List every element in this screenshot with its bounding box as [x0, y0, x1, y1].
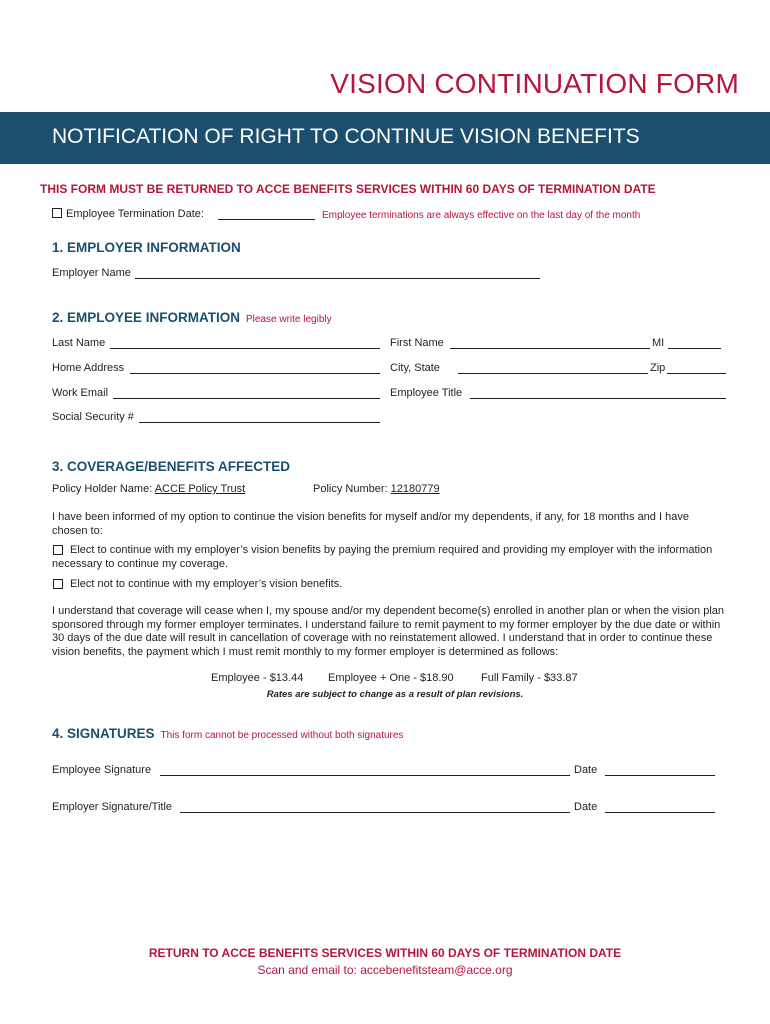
employee-date-field[interactable] — [605, 775, 715, 776]
termination-date-field[interactable] — [218, 219, 315, 220]
home-address-field[interactable] — [130, 373, 380, 374]
employer-heading: 1. EMPLOYER INFORMATION — [52, 240, 241, 255]
coverage-heading: 3. COVERAGE/BENEFITS AFFECTED — [52, 459, 291, 474]
home-address-label: Home Address — [52, 362, 125, 374]
legibly-note: Please write legibly — [246, 314, 332, 325]
employer-date-field[interactable] — [605, 812, 715, 813]
signatures-note: This form cannot be processed without both signatures — [160, 730, 404, 741]
decline-coverage-text: Elect not to continue with my employer’s vision benefits. — [70, 578, 343, 590]
first-name-field[interactable] — [450, 348, 650, 349]
ssn-field[interactable] — [139, 422, 380, 423]
zip-field[interactable] — [667, 373, 726, 374]
rates-note: Rates are subject to change as a result of plan revisions. — [266, 689, 524, 700]
termination-date-label: Employee Termination Date: — [66, 208, 204, 220]
employer-date-label: Date — [574, 801, 598, 813]
form-title: VISION CONTINUATION FORM — [330, 68, 739, 99]
employer-name-field[interactable] — [135, 278, 540, 279]
policy-holder-label: Policy Holder Name: — [52, 483, 153, 495]
zip-label: Zip — [650, 362, 666, 374]
last-name-label: Last Name — [52, 337, 106, 349]
employer-signature-label: Employer Signature/Title — [52, 801, 173, 813]
city-state-field[interactable] — [458, 373, 648, 374]
city-state-label: City, State — [390, 362, 440, 374]
coverage-terms: I understand that coverage will cease when I, my spouse and/or my dependent become(s) enrolled in another plan or when the vision plan sponsored through my former employer terminates. I understand failure to remit payment to my former employer by the due date or within 30 days of the due date will result in cancellation of coverage with no reinstatement allowed. I understand that in order to continue these vision benefits, the payment which I must remit monthly to my former employer is determined as follows: — [52, 605, 725, 658]
employee-heading-text: 2. EMPLOYEE INFORMATION — [52, 310, 241, 325]
return-warning: THIS FORM MUST BE RETURNED TO ACCE BENEFITS SERVICES WITHIN 60 DAYS OF TERMINATION DATE — [40, 182, 656, 196]
policy-holder-value: ACCE Policy Trust — [154, 483, 246, 495]
termination-note: Employee terminations are always effective on the last day of the month — [322, 210, 641, 221]
rate-employee: Employee - $13.44 — [211, 672, 304, 684]
termination-date-checkbox[interactable] — [52, 208, 62, 218]
continue-coverage-text: Elect to continue with my employer’s vision benefits by paying the premium required and providing my employer with the information necessary to continue my coverage. — [52, 544, 713, 570]
work-email-field[interactable] — [113, 398, 380, 399]
rate-employee-plus-one: Employee + One - $18.90 — [328, 672, 454, 684]
employee-heading — [52, 310, 332, 325]
mi-field[interactable] — [668, 348, 721, 349]
employer-name-label: Employer Name — [52, 267, 131, 279]
policy-number-label: Policy Number: — [313, 483, 388, 495]
employee-title-label: Employee Title — [390, 387, 463, 399]
employee-signature-field[interactable] — [160, 775, 570, 776]
ssn-label: Social Security # — [52, 411, 134, 423]
signatures-heading-text: 4. SIGNATURES — [52, 726, 155, 741]
policy-number — [313, 483, 440, 495]
employee-title-field[interactable] — [470, 398, 726, 399]
first-name-label: First Name — [390, 337, 444, 349]
last-name-field[interactable] — [110, 348, 380, 349]
rate-full-family: Full Family - $33.87 — [481, 672, 578, 684]
coverage-intro: I have been informed of my option to continue the vision benefits for myself and/or my dependents, if any, for 18 months and I have chosen to: — [52, 511, 689, 537]
policy-holder — [52, 483, 245, 495]
footer-return-line: RETURN TO ACCE BENEFITS SERVICES WITHIN 60 DAYS OF TERMINATION DATE — [148, 946, 622, 960]
banner-title: NOTIFICATION OF RIGHT TO CONTINUE VISION BENEFITS — [52, 125, 640, 148]
mi-label: MI — [652, 337, 665, 349]
employee-signature-label: Employee Signature — [52, 764, 152, 776]
work-email-label: Work Email — [52, 387, 109, 399]
signatures-heading — [52, 726, 403, 741]
policy-number-value: 12180779 — [390, 483, 440, 495]
employee-date-label: Date — [574, 764, 598, 776]
employer-signature-field[interactable] — [180, 812, 570, 813]
footer-email-line: Scan and email to: accebenefitsteam@acce.org — [257, 963, 513, 977]
decline-coverage-checkbox[interactable] — [53, 579, 63, 589]
